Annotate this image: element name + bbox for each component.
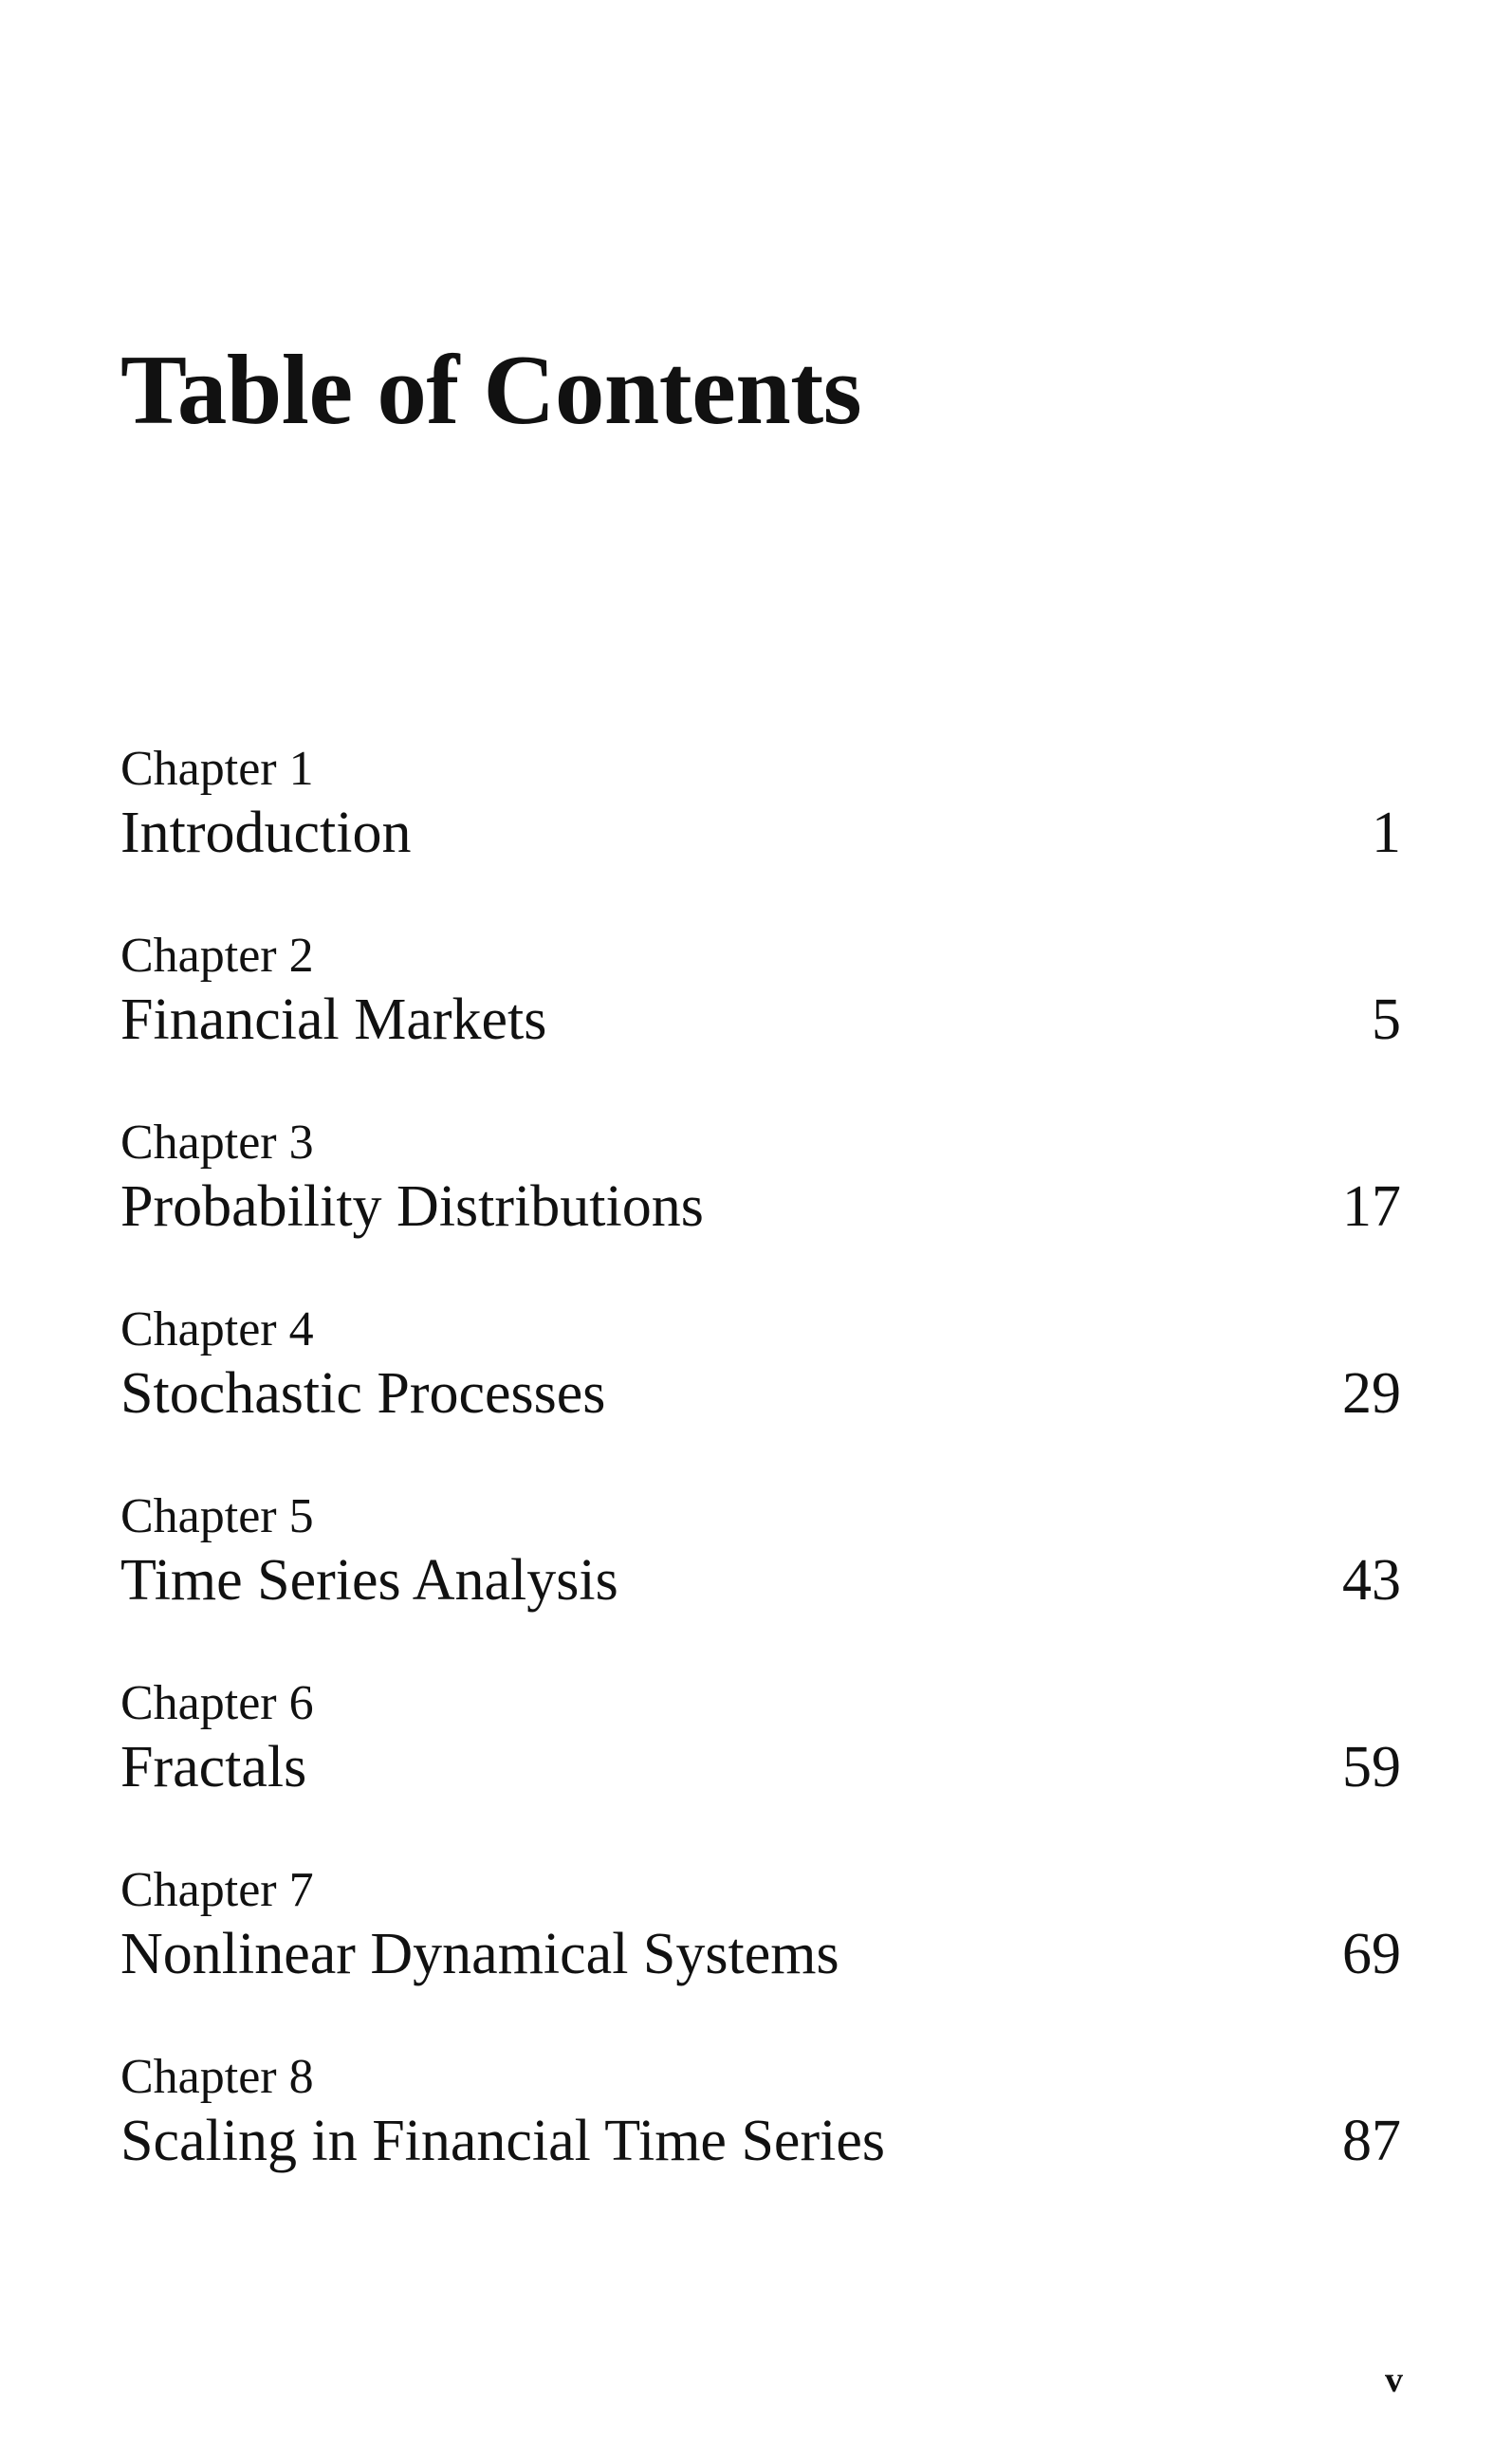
chapter-page-number: 17	[1342, 1174, 1401, 1239]
toc-entry-row	[120, 1548, 1401, 1613]
toc-entry-row	[120, 1361, 1401, 1426]
toc-entry	[120, 1863, 1401, 2053]
chapter-title: Scaling in Financial Time Series	[120, 2109, 885, 2173]
toc-entry	[120, 1302, 1401, 1492]
chapter-label: Chapter 1	[120, 742, 314, 796]
chapter-title: Probability Distributions	[120, 1174, 704, 1239]
chapter-title: Stochastic Processes	[120, 1361, 606, 1426]
chapter-label: Chapter 3	[120, 1116, 314, 1170]
chapter-label: Chapter 8	[120, 2050, 314, 2104]
chapter-label: Chapter 7	[120, 1863, 314, 1917]
toc-entry-row	[120, 801, 1401, 865]
chapter-title: Nonlinear Dynamical Systems	[120, 1922, 839, 1986]
chapter-label: Chapter 6	[120, 1676, 314, 1730]
toc-entry	[120, 1489, 1401, 1679]
chapter-title: Time Series Analysis	[120, 1548, 618, 1613]
chapter-page-number: 69	[1342, 1922, 1401, 1986]
toc-entry	[120, 1676, 1401, 1866]
chapter-page-number: 5	[1372, 987, 1401, 1052]
chapter-title: Financial Markets	[120, 987, 547, 1052]
toc-entry-row	[120, 1922, 1401, 1986]
toc-entry-row	[120, 1735, 1401, 1799]
toc-entry-row	[120, 1174, 1401, 1239]
chapter-page-number: 29	[1342, 1361, 1401, 1426]
toc-entry	[120, 742, 1401, 932]
toc-entry-row	[120, 2109, 1401, 2173]
chapter-page-number: 59	[1342, 1735, 1401, 1799]
toc-entry	[120, 1118, 1401, 1305]
toc-entry-row	[120, 987, 1401, 1052]
chapter-label: Chapter 4	[120, 1302, 314, 1356]
chapter-label: Chapter 2	[120, 929, 314, 983]
page-folio: v	[1385, 2360, 1403, 2400]
chapter-page-number: 87	[1342, 2109, 1401, 2173]
toc-entry	[120, 929, 1401, 1118]
chapter-page-number: 43	[1342, 1548, 1401, 1613]
toc-list	[120, 742, 1401, 2240]
chapter-label: Chapter 5	[120, 1489, 314, 1543]
page-title: Table of Contents	[120, 334, 862, 445]
chapter-title: Introduction	[120, 801, 412, 865]
chapter-title: Fractals	[120, 1735, 307, 1799]
toc-entry	[120, 2050, 1401, 2240]
chapter-page-number: 1	[1372, 801, 1401, 865]
